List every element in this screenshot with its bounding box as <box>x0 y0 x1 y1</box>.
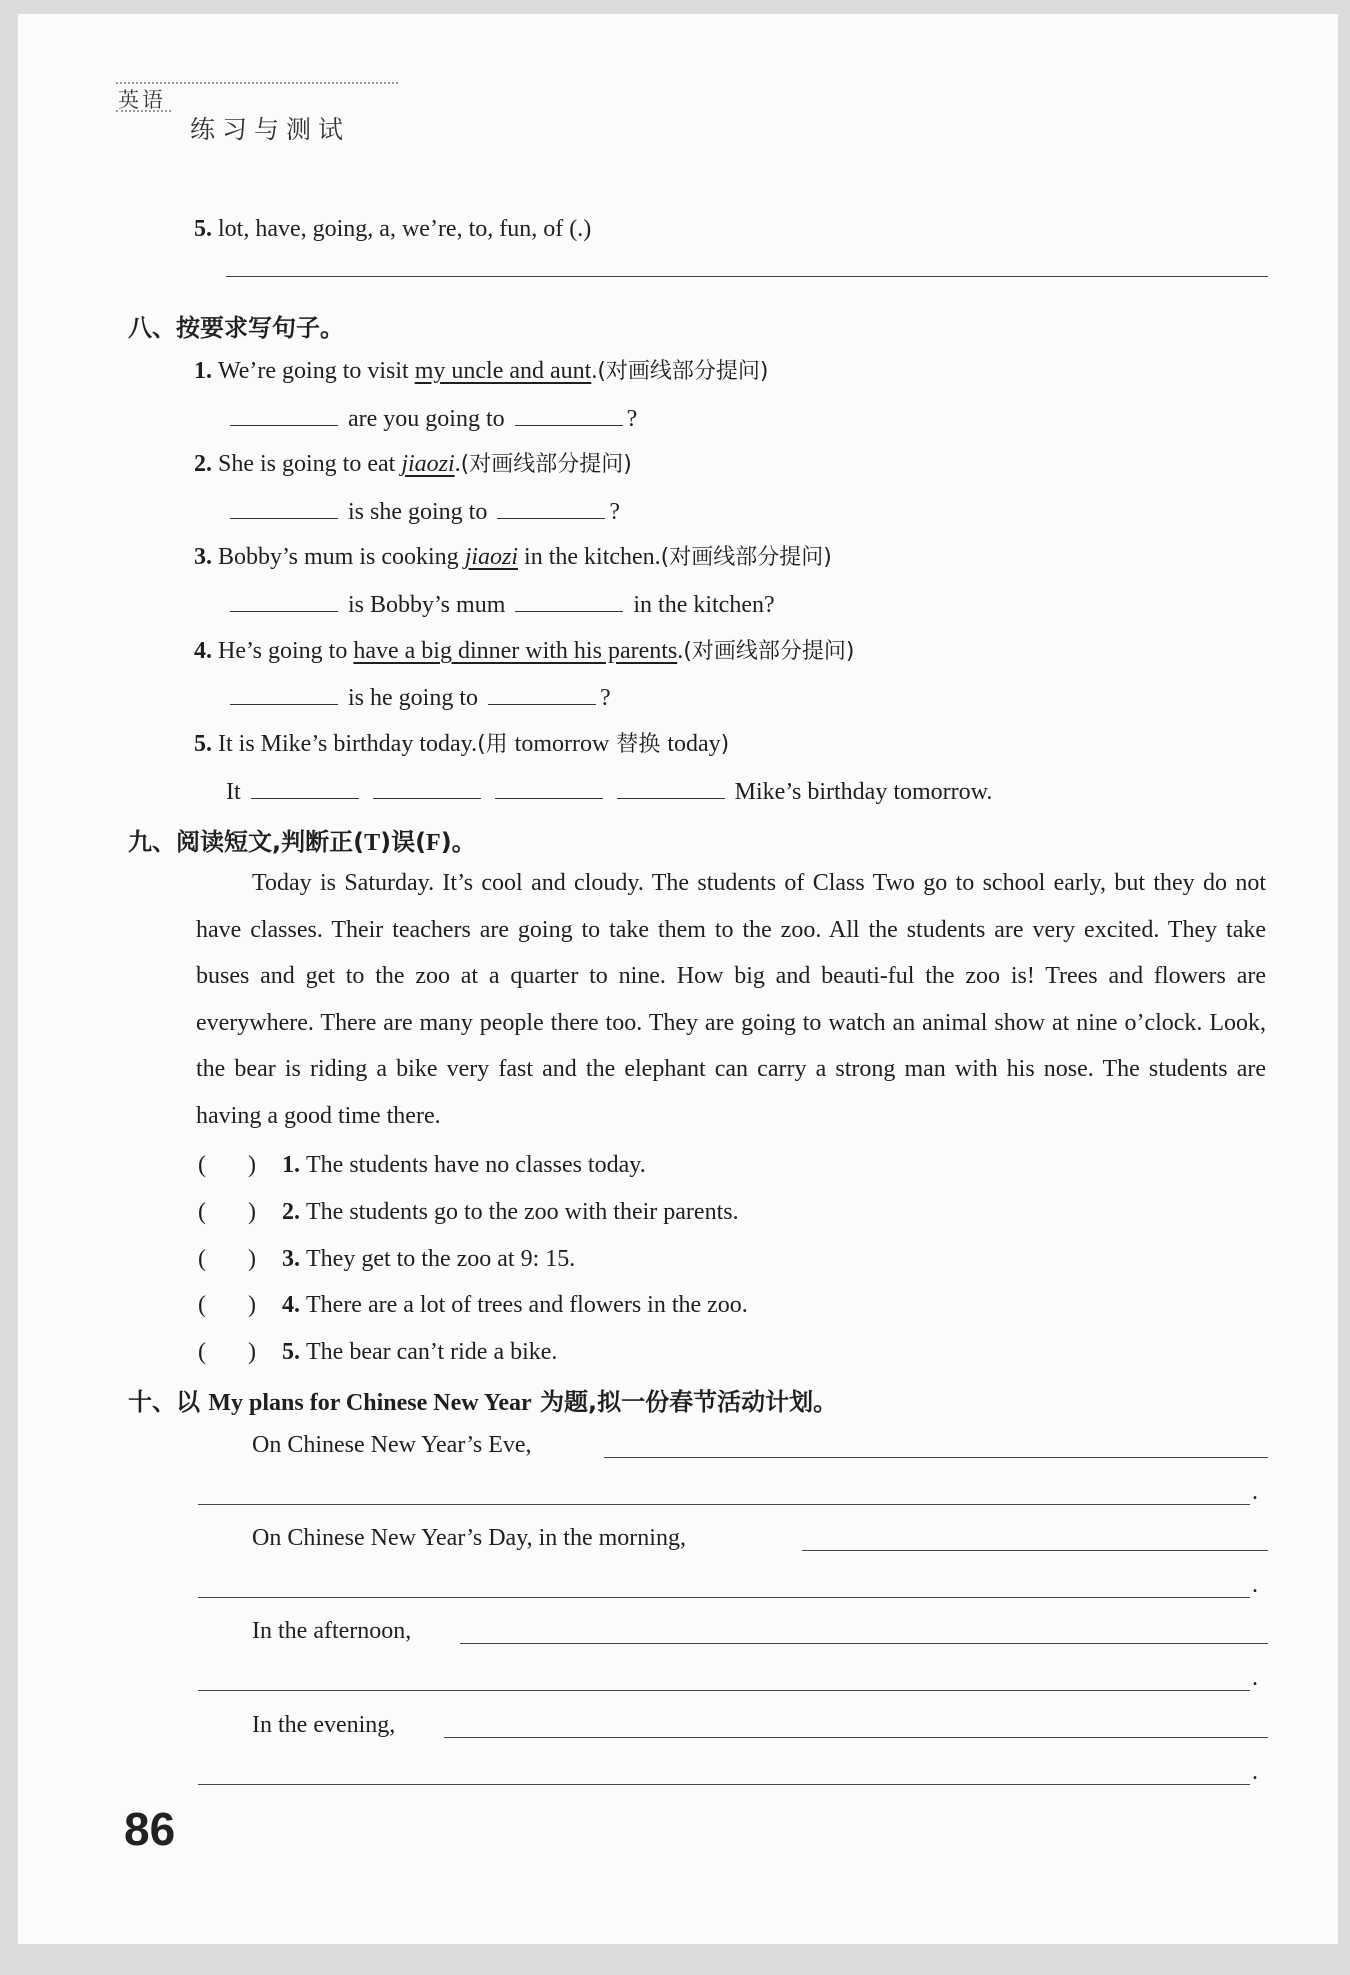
answer-line[interactable] <box>226 276 1268 277</box>
s8-answer-2 <box>226 496 620 527</box>
title-part: )。 <box>440 828 476 856</box>
header-title: 练习与测试 <box>190 115 351 144</box>
title-part: 九、阅读短文,判断正( <box>128 828 365 856</box>
answer-bracket-close[interactable]: ) <box>248 1152 256 1178</box>
title-topic: My plans for Chinese New Year <box>208 1390 532 1416</box>
question-text: lot, have, going, a, we’re, to, fun, of (.) <box>218 216 592 242</box>
s8-item-4 <box>194 636 854 667</box>
statement-number: 3. <box>282 1246 300 1272</box>
item-number: 4. <box>194 638 212 664</box>
item-text-end: . <box>454 451 461 477</box>
section-9-title <box>128 822 476 857</box>
s8-answer-4 <box>226 682 611 713</box>
item-hint: (对画线部分提问) <box>597 359 769 384</box>
answer-bracket-close[interactable]: ) <box>248 1199 256 1225</box>
title-part: )误( <box>380 828 427 856</box>
s8-item-2 <box>194 449 632 480</box>
answer-blank[interactable] <box>617 776 725 799</box>
item-number: 1. <box>194 358 212 384</box>
item-text-end: . <box>677 638 684 664</box>
answer-bracket-open[interactable]: ( <box>198 1152 206 1178</box>
item-text: Bobby’s mum is cooking <box>218 544 465 570</box>
answer-blank[interactable] <box>230 589 338 612</box>
question-number: 5. <box>194 216 212 242</box>
answer-text: ? <box>626 406 638 432</box>
page-number: 86 <box>124 1803 176 1855</box>
answer-bracket-open[interactable]: ( <box>198 1246 206 1272</box>
s8-item-1 <box>194 356 769 387</box>
answer-bracket-close[interactable]: ) <box>248 1246 256 1272</box>
item-hint: (用 <box>477 732 515 757</box>
writing-prompt-day-morning: On Chinese New Year’s Day, in the morning, <box>252 1525 686 1551</box>
question-5-reorder <box>194 214 591 244</box>
answer-blank[interactable] <box>230 403 338 426</box>
answer-blank[interactable] <box>515 589 623 612</box>
item-hint: ) <box>720 732 730 757</box>
tf-statement-1 <box>198 1150 646 1180</box>
title-part: 十、以 <box>128 1388 209 1416</box>
item-hint: (对画线部分提问) <box>460 452 632 477</box>
item-number: 5. <box>194 731 212 757</box>
statement-text: The students go to the zoo with their parents. <box>306 1199 739 1225</box>
tf-statement-2 <box>198 1197 739 1227</box>
period: . <box>1252 1665 1258 1691</box>
period: . <box>1252 1759 1258 1785</box>
writing-line[interactable] <box>802 1550 1268 1551</box>
item-text-end: in the kitchen. <box>518 544 661 570</box>
s8-item-5 <box>194 729 729 760</box>
tf-statement-4 <box>198 1290 748 1320</box>
statement-text: There are a lot of trees and flowers in the zoo. <box>306 1292 748 1318</box>
writing-line[interactable] <box>198 1690 1250 1691</box>
answer-text: It <box>226 779 241 805</box>
answer-blank[interactable] <box>373 776 481 799</box>
item-text: We’re going to visit <box>218 358 415 384</box>
s8-answer-1 <box>226 403 637 434</box>
answer-bracket-open[interactable]: ( <box>198 1339 206 1365</box>
writing-line[interactable] <box>198 1784 1250 1785</box>
workbook-page <box>18 14 1338 1944</box>
answer-bracket-open[interactable]: ( <box>198 1199 206 1225</box>
answer-blank[interactable] <box>497 496 605 519</box>
item-text: It is Mike’s birthday today. <box>218 731 478 757</box>
underlined-part: my uncle and aunt <box>414 358 592 384</box>
writing-line[interactable] <box>198 1504 1250 1505</box>
title-part: 为题,拟一份春节活动计划。 <box>531 1388 838 1416</box>
header-dotted-rule-short <box>116 110 171 112</box>
answer-text: ? <box>600 685 611 711</box>
writing-line[interactable] <box>604 1457 1268 1458</box>
answer-bracket-open[interactable]: ( <box>198 1292 206 1318</box>
answer-blank[interactable] <box>488 682 596 705</box>
item-number: 3. <box>194 544 212 570</box>
section-10-title <box>128 1382 837 1417</box>
underlined-part: jiaozi <box>464 544 519 570</box>
item-hint: (对画线部分提问) <box>660 545 832 570</box>
tf-statement-3 <box>198 1244 575 1274</box>
answer-text: Mike’s birthday tomorrow. <box>734 779 993 805</box>
answer-blank[interactable] <box>515 403 623 426</box>
reading-passage <box>196 860 1266 1139</box>
item-text-end: . <box>591 358 598 384</box>
period: . <box>1252 1479 1258 1505</box>
answer-text: is she going to <box>348 499 488 525</box>
answer-text: in the kitchen? <box>633 592 775 618</box>
s8-answer-5 <box>226 776 992 807</box>
item-hint: (对画线部分提问) <box>683 639 855 664</box>
item-text: She is going to eat <box>218 451 402 477</box>
answer-text: are you going to <box>348 406 505 432</box>
item-number: 2. <box>194 451 212 477</box>
passage-text: Today is Saturday. It’s cool and cloudy. The students of Class Two go to school early, but they do not have classes. Their teachers are going to take them to the zoo. All the students are very excited. They take buses and get to the zoo at a quarter to nine. How big and beauti-ful the zoo is! Trees and flowers are everywhere. There are many people there too. They are going to watch an animal show at nine o’clock. Look, the bear is riding a bike very fast and the elephant can carry a strong man with his nose. The students are having a good time there. <box>196 870 1266 1129</box>
title-letter: F <box>426 830 441 856</box>
writing-prompt-afternoon: In the afternoon, <box>252 1618 412 1644</box>
answer-blank[interactable] <box>230 682 338 705</box>
item-hint: 替换 <box>609 732 668 757</box>
statement-number: 1. <box>282 1152 300 1178</box>
item-hint-word: tomorrow <box>514 731 610 757</box>
statement-number: 4. <box>282 1292 300 1318</box>
s8-answer-3 <box>226 589 775 620</box>
answer-bracket-close[interactable]: ) <box>248 1292 256 1318</box>
answer-text: is Bobby’s mum <box>348 592 506 618</box>
statement-text: They get to the zoo at 9: 15. <box>306 1246 576 1272</box>
writing-line[interactable] <box>198 1597 1250 1598</box>
statement-text: The students have no classes today. <box>306 1152 646 1178</box>
header-subject: 英语 <box>118 88 166 112</box>
answer-bracket-close[interactable]: ) <box>248 1339 256 1365</box>
statement-text: The bear can’t ride a bike. <box>306 1339 558 1365</box>
answer-text: ? <box>609 499 620 525</box>
period: . <box>1252 1572 1258 1598</box>
writing-prompt-eve: On Chinese New Year’s Eve, <box>252 1432 532 1458</box>
tf-statement-5 <box>198 1337 557 1367</box>
underlined-part: have a big dinner with his parents <box>353 638 678 664</box>
writing-line[interactable] <box>444 1737 1268 1738</box>
item-hint-word: today <box>667 731 721 757</box>
statement-number: 2. <box>282 1199 300 1225</box>
statement-number: 5. <box>282 1339 300 1365</box>
underlined-part: jiaozi <box>401 451 455 477</box>
answer-blank[interactable] <box>251 776 359 799</box>
answer-blank[interactable] <box>230 496 338 519</box>
answer-text: is he going to <box>348 685 478 711</box>
section-8-title: 八、按要求写句子。 <box>128 314 344 342</box>
title-letter: T <box>364 830 381 856</box>
answer-blank[interactable] <box>495 776 603 799</box>
writing-prompt-evening: In the evening, <box>252 1712 396 1738</box>
writing-line[interactable] <box>460 1643 1268 1644</box>
s8-item-3 <box>194 542 832 573</box>
item-text: He’s going to <box>218 638 354 664</box>
